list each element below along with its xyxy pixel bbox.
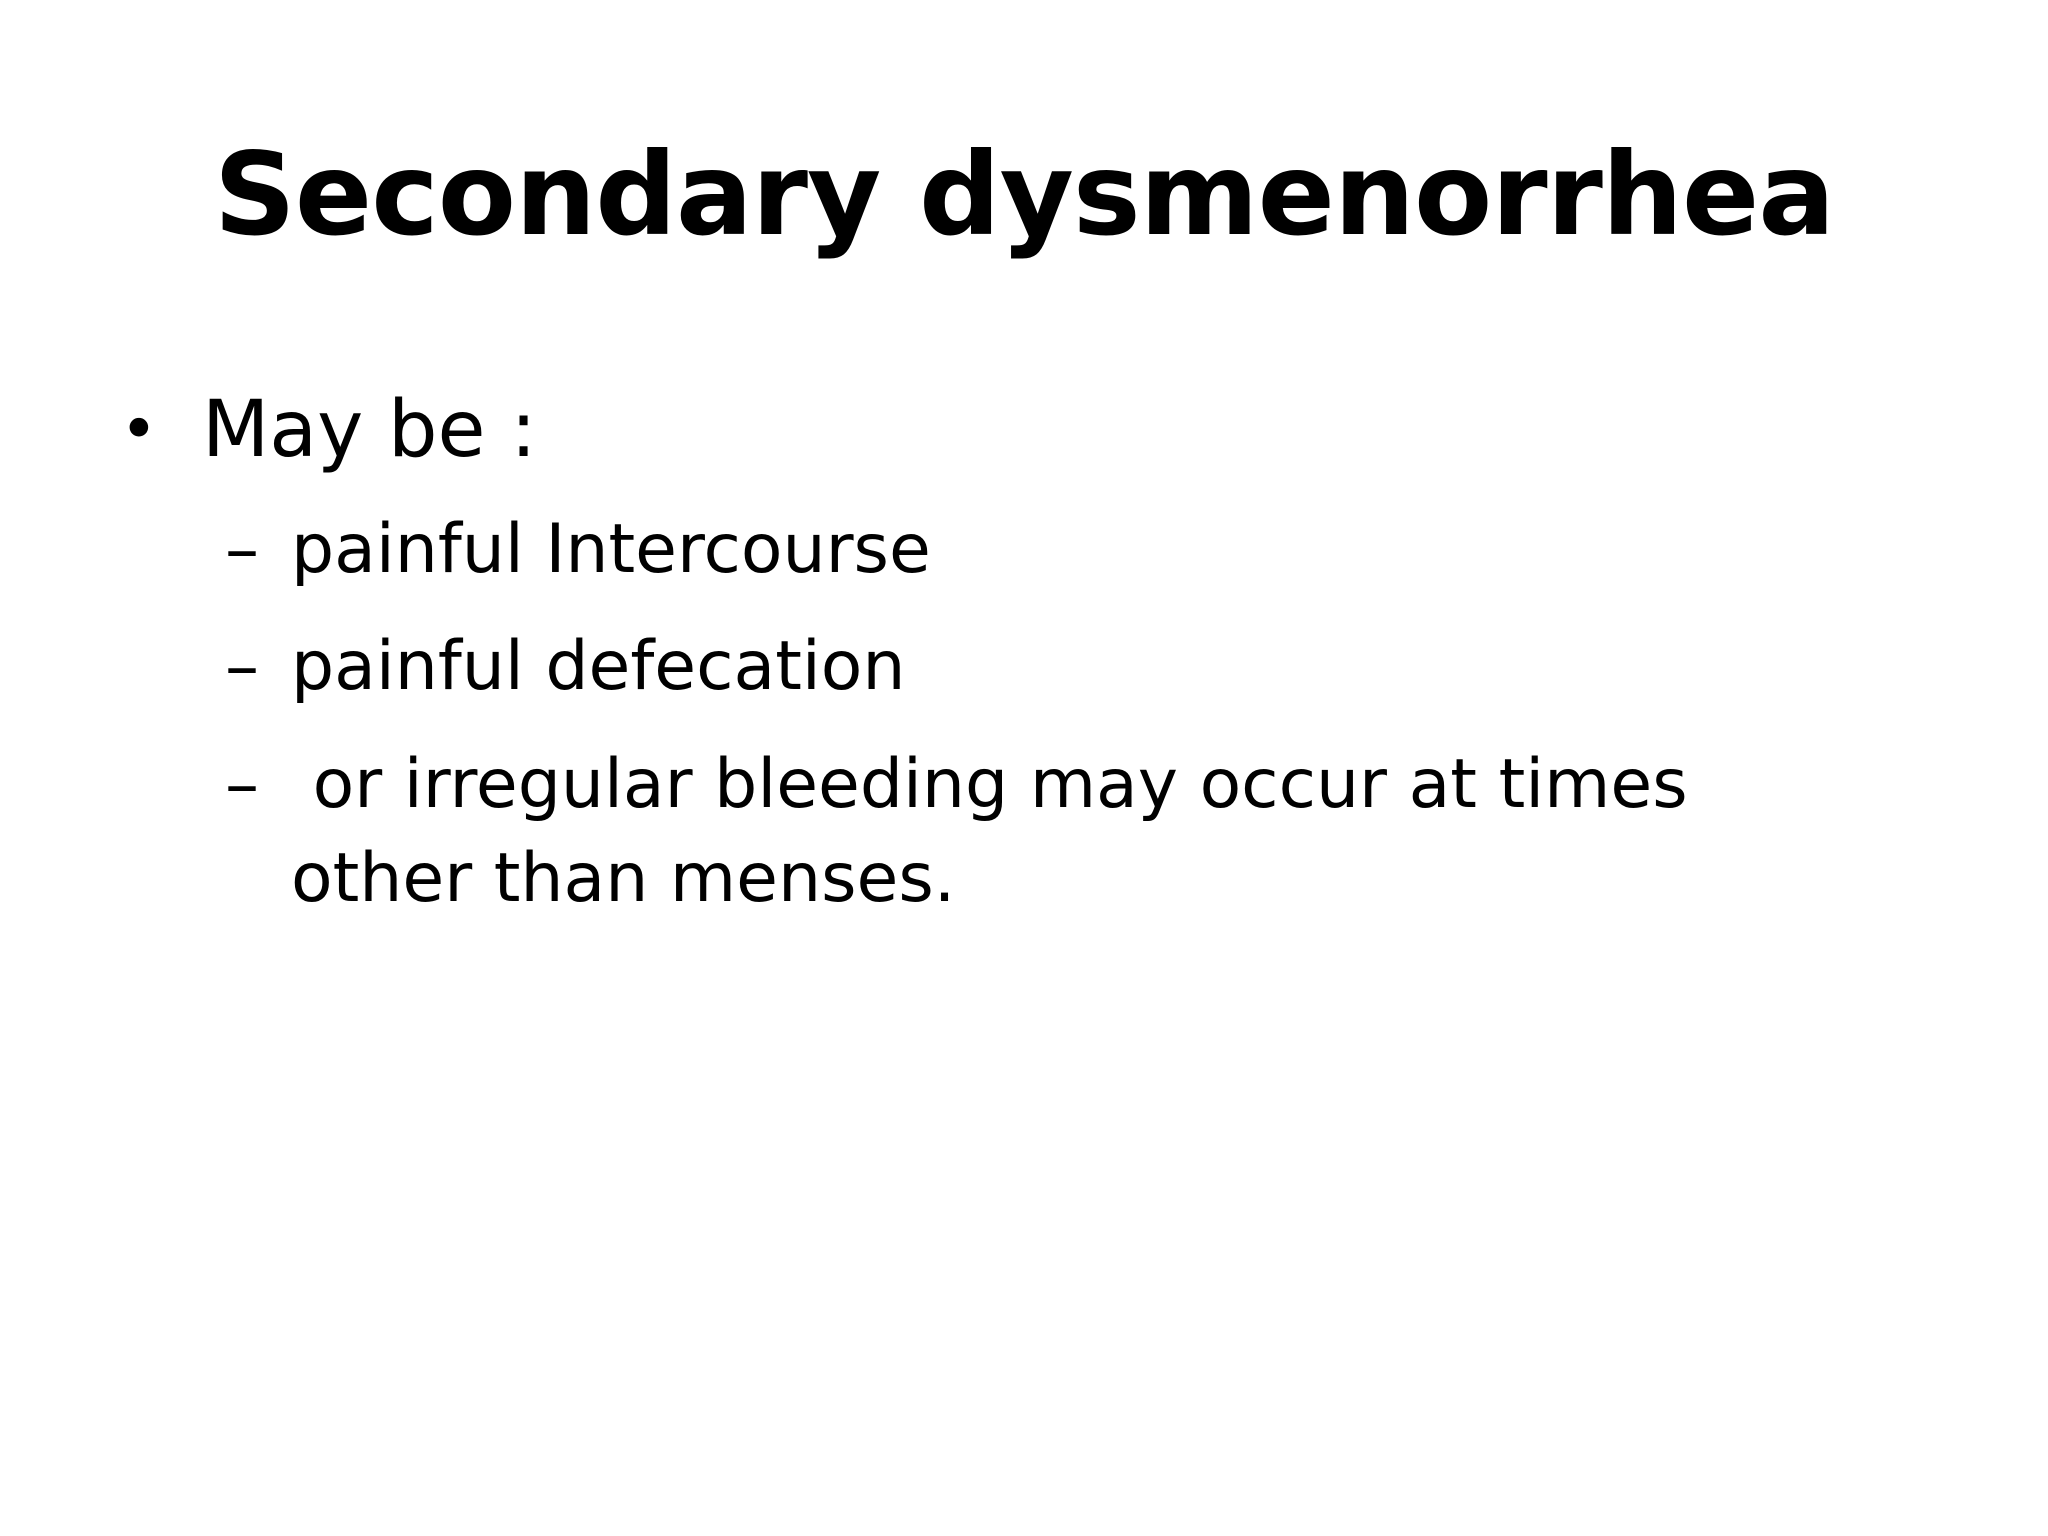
slide-title: Secondary dysmenorrhea — [213, 128, 1835, 261]
dash-marker: – — [225, 627, 259, 706]
bullet-marker: • — [120, 393, 158, 467]
sub-item-text: or irregular bleeding may occur at times other than menses. — [291, 745, 1710, 918]
dash-marker: – — [225, 510, 259, 589]
sub-item-text: painful Intercourse — [291, 510, 931, 589]
sub-item-irregular-bleeding — [225, 738, 1865, 926]
sub-item-painful-defecation — [225, 620, 1865, 714]
sub-item-painful-intercourse — [225, 503, 1865, 597]
sub-item-text: painful defecation — [291, 627, 906, 706]
bullet-text: May be : — [202, 385, 537, 475]
bullet-item — [120, 380, 537, 480]
dash-marker: – — [225, 745, 259, 824]
